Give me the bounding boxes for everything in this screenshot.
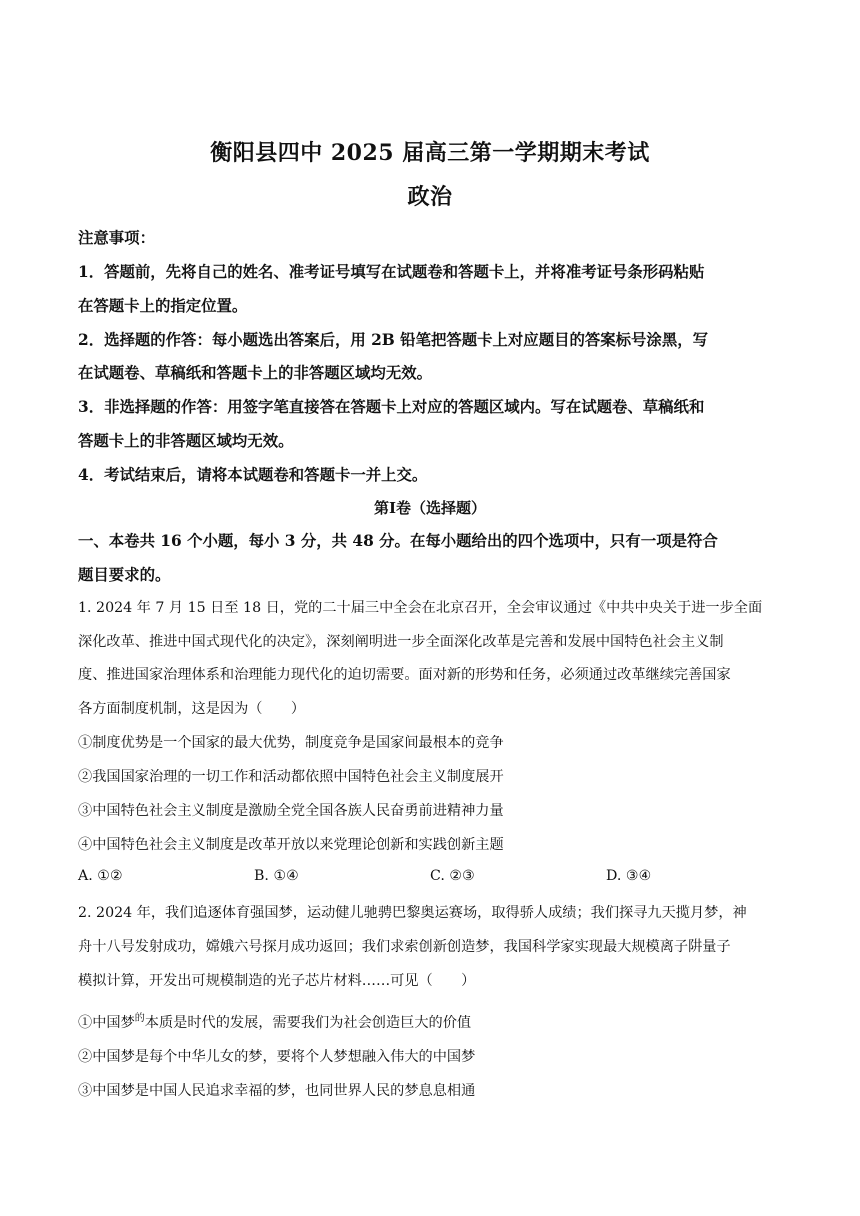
notice-line: 在试题卷、草稿纸和答题卡上的非答题区域均无效。 [78, 364, 432, 382]
q2-statement: ②中国梦是每个中华儿女的梦，要将个人梦想融入伟大的中国梦 [78, 1049, 476, 1065]
q2-statement-text: ①中国梦 [78, 1015, 135, 1031]
q1-option-b: B. ①④ [254, 868, 299, 884]
exam-title: 衡阳县四中 2025 届高三第一学期期末考试 [210, 140, 650, 166]
section-instruction: 一、本卷共 16 个小题，每小 3 分，共 48 分。在每小题给出的四个选项中，只有一项是符合 [78, 532, 718, 550]
q2-statement: ③中国梦是中国人民追求幸福的梦，也同世界人民的梦息息相通 [78, 1083, 476, 1099]
notice-line: 2．选择题的作答：每小题选出答案后，用 2B 铅笔把答题卡上对应题目的答案标号涂黑，写 [78, 331, 708, 349]
q2-stem: 2. 2024 年，我们追逐体育强国梦，运动健儿驰骋巴黎奥运赛场，取得骄人成绩；我们探寻九天揽月梦，神 [78, 905, 747, 921]
notice-line: 4．考试结束后，请将本试题卷和答题卡一并上交。 [78, 466, 428, 484]
q1-option-a: A. ①② [78, 868, 123, 884]
q1-option-c: C. ②③ [430, 868, 475, 884]
q1-stem: 1. 2024 年 7 月 15 日至 18 日，党的二十届三中全会在北京召开，全会审议通过《中共中央关于进一步全面 [78, 600, 763, 616]
notice-line: 1．答题前，先将自己的姓名、准考证号填写在试题卷和答题卡上，并将准考证号条形码粘贴 [78, 263, 705, 281]
q1-stem: 各方面制度机制，这是因为（ ） [78, 701, 306, 717]
q1-option-d: D. ③④ [606, 868, 652, 884]
q1-statement: ②我国国家治理的一切工作和活动都依照中国特色社会主义制度展开 [78, 769, 504, 785]
q2-statement-text: 本质是时代的发展，需要我们为社会创造巨大的价值 [144, 1015, 472, 1031]
q2-statement-superscript: 的 [134, 1013, 145, 1024]
section-instruction: 题目要求的。 [78, 566, 171, 584]
q1-stem: 度、推进国家治理体系和治理能力现代化的迫切需要。面对新的形势和任务，必须通过改革继续完善国家 [78, 667, 731, 683]
q2-statement [78, 1012, 783, 1032]
q1-statement: ④中国特色社会主义制度是改革开放以来党理论创新和实践创新主题 [78, 837, 504, 853]
section-title: 第Ⅰ卷（选择题） [373, 499, 487, 517]
notice-line: 在答题卡上的指定位置。 [78, 297, 248, 315]
notice-line: 答题卡上的非答题区域均无效。 [78, 432, 294, 450]
notice-line: 3．非选择题的作答：用签字笔直接答在答题卡上对应的答题区域内。写在试题卷、草稿纸和 [78, 398, 705, 416]
q2-stem: 模拟计算，开发出可规模制造的光子芯片材料……可见（ ） [78, 973, 476, 989]
exam-subject: 政治 [407, 184, 453, 210]
notice-heading: 注意事项： [78, 229, 155, 247]
q1-statement: ①制度优势是一个国家的最大优势，制度竞争是国家间最根本的竞争 [78, 735, 504, 751]
q1-stem: 深化改革、推进中国式现代化的决定》，深刻阐明进一步全面深化改革是完善和发展中国特色社会主义制 [78, 634, 724, 650]
q1-statement: ③中国特色社会主义制度是激励全党全国各族人民奋勇前进精神力量 [78, 803, 504, 819]
q2-stem: 舟十八号发射成功，嫦娥六号探月成功返回；我们求索创新创造梦，我国科学家实现最大规模离子阱量子 [78, 939, 731, 955]
